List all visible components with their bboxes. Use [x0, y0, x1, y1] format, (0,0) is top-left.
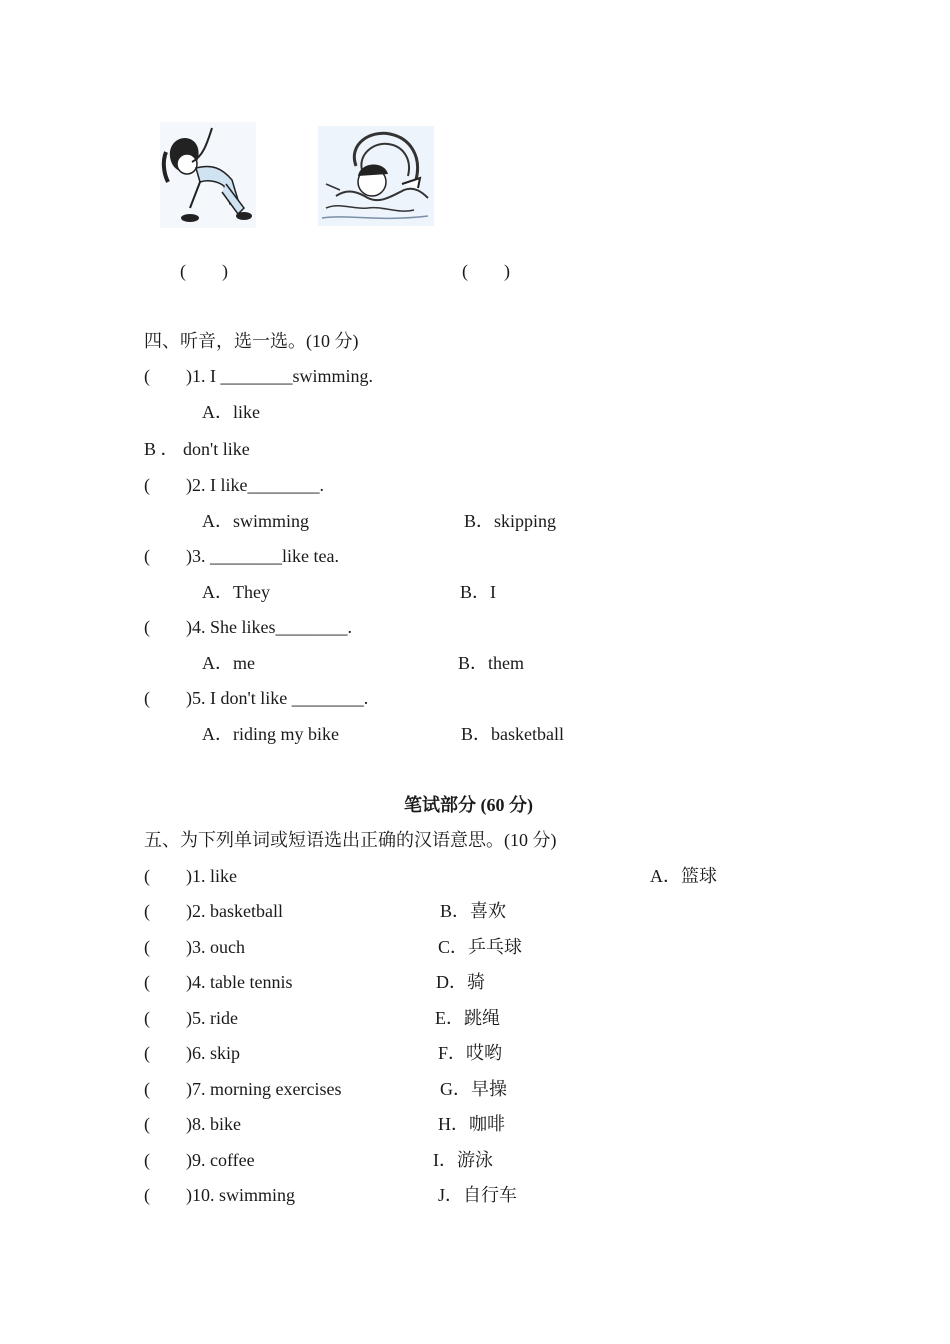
s4-q3-option-a[interactable]: A．They — [202, 582, 270, 602]
s4-q1-option-b[interactable]: B ． don't like — [144, 439, 250, 459]
section4-heading: 四、听音，选一选。(10 分) — [144, 331, 359, 351]
s5-item5-word[interactable]: ( )5. ride — [144, 1008, 238, 1028]
s4-q4-option-b[interactable]: B．them — [458, 653, 524, 673]
s4-q3-stem[interactable]: ( )3. ________like tea. — [144, 546, 339, 566]
picture-2-answer-blank[interactable]: ( ) — [462, 261, 510, 281]
s4-q2-stem[interactable]: ( )2. I like________. — [144, 475, 324, 495]
s5-item9-word[interactable]: ( )9. coffee — [144, 1150, 255, 1170]
s4-q5-option-b[interactable]: B．basketball — [461, 724, 564, 744]
section5-heading: 五、为下列单词或短语选出正确的汉语意思。(10 分) — [144, 830, 557, 850]
s5-item10-meaning: J．自行车 — [438, 1185, 518, 1205]
s4-q1-stem[interactable]: ( )1. I ________swimming. — [144, 366, 373, 386]
s5-item8-word[interactable]: ( )8. bike — [144, 1114, 241, 1134]
s5-item2-word[interactable]: ( )2. basketball — [144, 901, 283, 921]
s5-item4-meaning: D．骑 — [436, 972, 485, 992]
s4-q2-option-b[interactable]: B．skipping — [464, 511, 557, 531]
s5-item6-word[interactable]: ( )6. skip — [144, 1043, 240, 1063]
swimming-boy-icon — [318, 126, 434, 226]
s5-item7-meaning: G．早操 — [440, 1079, 507, 1099]
s4-q4-option-a[interactable]: A．me — [202, 653, 255, 673]
s5-item3-meaning: C．乒乓球 — [438, 937, 523, 957]
stretching-girl-picture — [160, 122, 256, 228]
swimming-boy-picture — [318, 126, 434, 226]
s5-item1-meaning: A．篮球 — [650, 866, 717, 886]
s4-q2-option-a[interactable]: A．swimming — [202, 511, 310, 531]
s5-item1-word[interactable]: ( )1. like — [144, 866, 237, 886]
s5-item7-word[interactable]: ( )7. morning exercises — [144, 1079, 342, 1099]
s5-item8-meaning: H．咖啡 — [438, 1114, 505, 1134]
s5-item9-meaning: I．游泳 — [433, 1150, 493, 1170]
s4-q5-stem[interactable]: ( )5. I don't like ________. — [144, 688, 369, 708]
s5-item10-word[interactable]: ( )10. swimming — [144, 1185, 295, 1205]
s4-q1-option-a[interactable]: A．like — [202, 402, 260, 422]
s5-item6-meaning: F．哎哟 — [438, 1043, 503, 1063]
s4-q3-option-b[interactable]: B．I — [460, 582, 496, 602]
s5-item2-meaning: B．喜欢 — [440, 901, 507, 921]
s4-q4-stem[interactable]: ( )4. She likes________. — [144, 617, 352, 637]
s5-item3-word[interactable]: ( )3. ouch — [144, 937, 245, 957]
s5-item5-meaning: E．跳绳 — [435, 1008, 500, 1028]
s5-item4-word[interactable]: ( )4. table tennis — [144, 972, 293, 992]
picture-1-answer-blank[interactable]: ( ) — [180, 261, 228, 281]
stretching-girl-icon — [160, 122, 256, 228]
written-part-heading: 笔试部分 (60 分) — [404, 795, 533, 815]
s4-q5-option-a[interactable]: A．riding my bike — [202, 724, 339, 744]
